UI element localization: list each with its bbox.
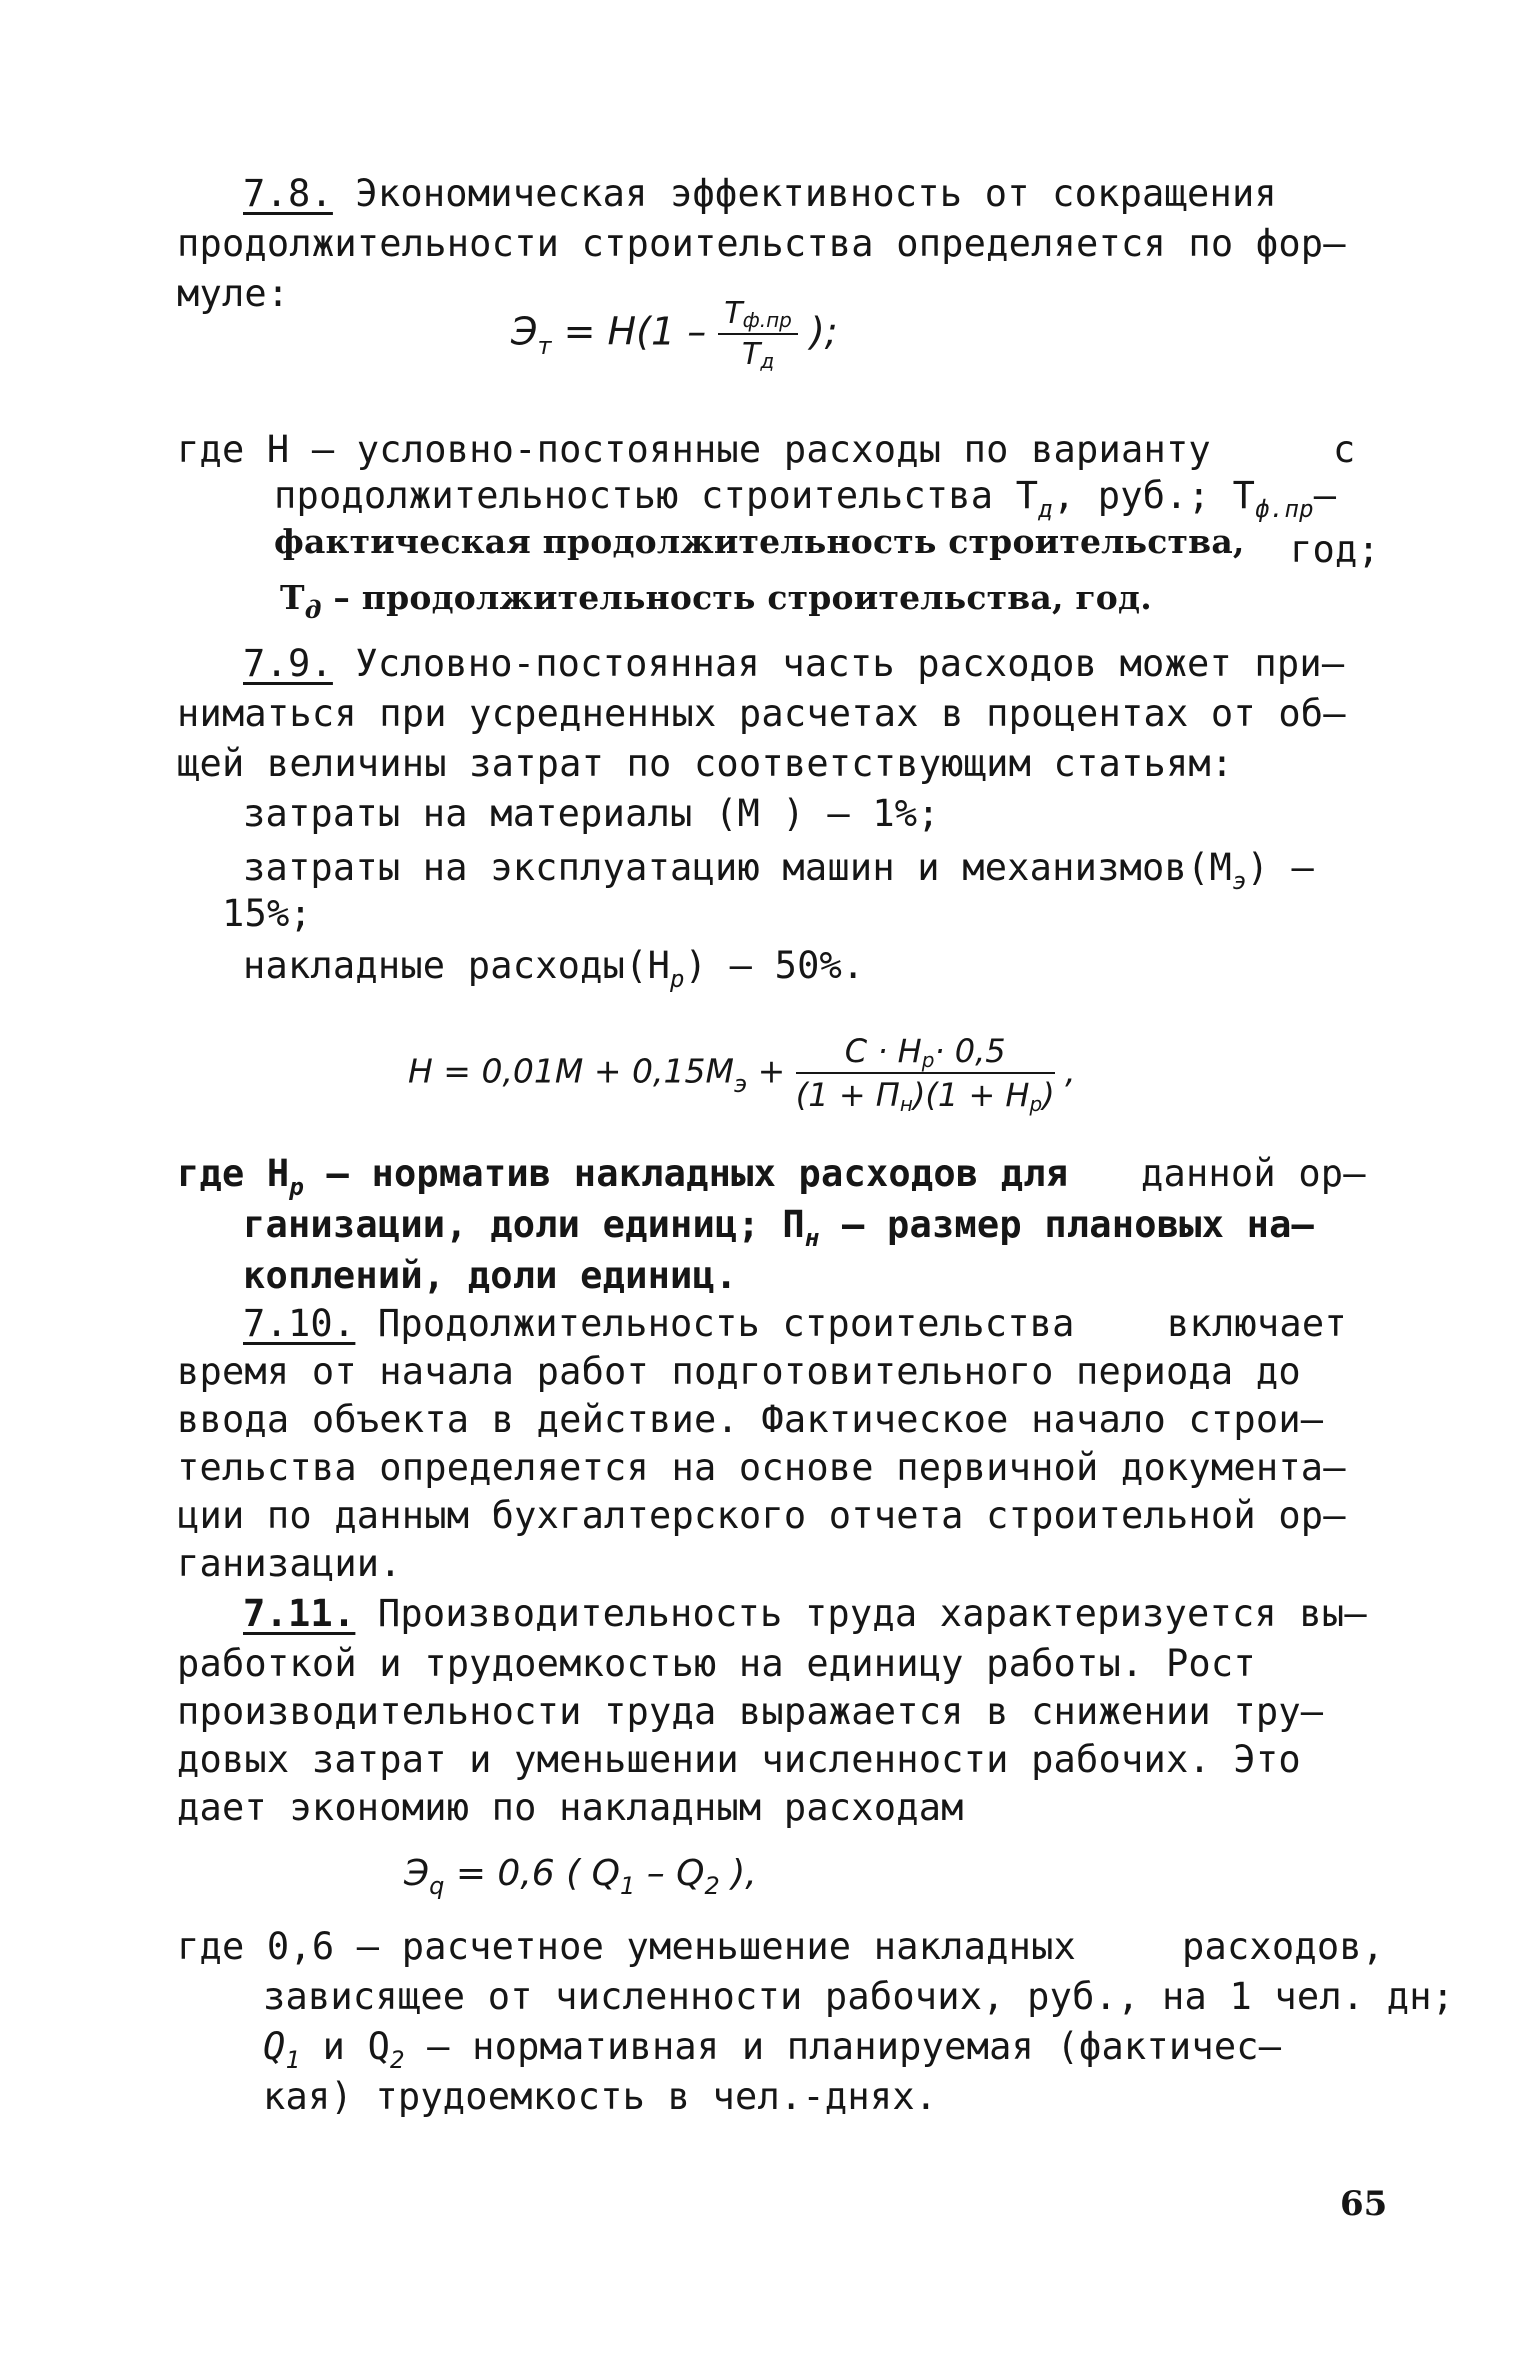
s710-line-1-right: включает [1167,1302,1347,1345]
s79-item-3-tail: ) – 50%. [684,944,865,987]
s79-where-2a-sub: н [804,1224,820,1252]
s78-where-4a-sub: д [304,595,322,624]
s711-formula-q1-sub: 1 [619,1872,636,1900]
s79-frac-den-sub: н [899,1092,913,1116]
s79-item-1: затраты на материалы (М ) – 1%; [243,792,940,835]
s711-formula-lhs-sub: q [429,1872,445,1900]
s78-where-2c: – [1313,474,1337,517]
s710-line-5: ции по данным бухгалтерского отчета строительной ор– [177,1494,1346,1537]
s79-number: 7.9. [243,642,333,685]
s79-item-2b: 15%; [222,892,312,935]
s78-where-4 [280,576,1152,623]
s79-line-1 [243,642,1344,686]
s78-where-2b-sub: ф.пр [1255,495,1314,523]
s79-item-3a: накладные расходы(Н [243,944,671,987]
s79-item-3-sub: р [670,965,685,993]
s79-line-2: ниматься при усредненных расчетах в процентах от об– [177,692,1346,735]
s79-item-3 [243,944,865,992]
s79-formula-plus: + [747,1051,786,1091]
s78-where-4a: Т [280,578,305,617]
s78-where-3-right: год; [1290,528,1380,571]
s79-where-1-right: данной ор– [1141,1152,1366,1195]
s711-formula-q2-sub: 2 [704,1872,720,1900]
s79-formula-lhs: Н = 0,01М + 0,15М [408,1051,734,1091]
s710-line-3: ввода объекта в действие. Фактическое начало строи– [177,1398,1324,1441]
s79-frac-num-sub: р [921,1048,935,1072]
s711-line-2: работкой и трудоемкостью на единицу работы. Рост [177,1642,1256,1685]
s79-text-1: Условно-постоянная часть расходов может при– [355,642,1345,685]
s78-line-1 [243,172,1277,216]
s710-text-1: Продолжительность строительства [377,1302,1075,1345]
s79-formula-fraction [796,1032,1055,1114]
s79-where-1a-sub: р [289,1173,305,1201]
s78-where-3 [274,520,1245,564]
s79-where-1a: где Н [177,1152,290,1195]
page-number: 65 [1340,2184,1388,2224]
s78-formula-fraction [718,296,798,372]
s79-where-1 [177,1152,1068,1200]
s710-line-6: ганизации. [177,1542,402,1585]
s711-number: 7.11. [243,1592,356,1635]
s79-where-3: коплений, доли единиц. [243,1254,738,1297]
s711-formula [404,1853,757,1900]
s78-where-3a: фактическая продолжительность строительства, [274,522,1245,561]
s711-where-1 [177,1925,1076,1969]
s78-text-1: Экономическая эффективность от сокращения [355,172,1277,215]
s79-formula [408,1032,1076,1114]
s711-where-3b-sub: 2 [390,2046,405,2074]
s711-formula-mid: = 0,6 ( Q [455,1853,620,1894]
s711-text-1: Производительность труда характеризуется вы– [377,1592,1367,1635]
s711-formula-tail: ), [719,1853,757,1894]
s78-formula [511,296,838,372]
s78-frac-num: Т [724,296,743,331]
s711-where-4: кая) трудоемкость в чел.-днях. [263,2075,938,2118]
s711-where-1-right: расходов, [1182,1925,1385,1968]
s711-formula-lhs: Э [404,1853,430,1894]
s711-where-3b: и Q [300,2025,391,2068]
s78-formula-lhs: Э [511,309,538,354]
s711-line-5: дает экономию по накладным расходам [177,1786,964,1829]
s79-item-2-sub: э [1231,867,1247,895]
s711-where-3 [263,2025,1281,2073]
s79-where-2 [243,1203,1314,1251]
s79-item-2a: затраты на эксплуатацию машин и механизмов(М [243,846,1232,889]
s711-where-3c: – нормативная и планируемая (фактичес– [404,2025,1282,2068]
s711-where-3a-sub: 1 [285,2046,301,2074]
s78-formula-lhs-sub: т [537,331,552,360]
s78-where-1-right: с [1333,428,1356,471]
s78-where-2b: , руб.; Т [1052,474,1256,517]
s78-where-2a-sub: д [1038,495,1053,523]
s79-frac-den-sub2: р [1029,1092,1043,1116]
s711-formula-minus: – Q [635,1853,705,1894]
s79-where-2a: ганизации, доли единиц; П [243,1203,805,1246]
s78-frac-den: Т [742,337,761,372]
s79-frac-den-mid: )(1 + Н [912,1076,1030,1114]
s78-where-1 [177,428,1211,472]
s78-frac-num-sub: ф.пр [742,308,792,332]
s79-frac-den-tail: ) [1042,1076,1055,1114]
s79-frac-num-tail: · 0,5 [934,1032,1006,1070]
s79-line-3: щей величины затрат по соответствующим статьям: [177,742,1234,785]
s711-line-4: довых затрат и уменьшении численности рабочих. Это [177,1738,1301,1781]
s78-where-2a: продолжительностью строительства Т [274,474,1039,517]
s711-line-1 [243,1592,1367,1636]
s78-line-3: муле: [177,272,290,315]
s711-where-1a: где 0,6 – расчетное уменьшение накладных [177,1925,1077,1968]
s78-where-2 [274,474,1336,522]
s79-frac-num: С · Н [844,1032,922,1070]
s78-number: 7.8. [243,172,333,215]
s79-formula-lhs-sub: э [733,1069,748,1098]
s79-item-2-tail: ) – [1246,846,1315,889]
s78-formula-mid: = Н(1 – [563,309,707,354]
s79-frac-den: (1 + П [795,1076,900,1114]
s79-formula-tail: , [1065,1051,1076,1091]
s711-where-2: зависящее от численности рабочих, руб., на 1 чел. дн; [263,1975,1455,2018]
s710-line-1 [243,1302,1075,1346]
s79-where-2b: – размер плановых на– [819,1203,1315,1246]
s710-line-2: время от начала работ подготовительного периода до [177,1350,1301,1393]
s79-where-1b: – норматив накладных расходов для [304,1152,1069,1195]
s711-where-3a: Q [263,2025,286,2068]
s711-line-3: производительности труда выражается в снижении тру– [177,1690,1324,1733]
s78-frac-den-sub: д [760,349,775,373]
s78-where-1a: где Н – условно-постоянные расходы по варианту [177,428,1211,471]
s78-where-4b: – продолжительность строительства, год. [321,578,1152,617]
s710-line-4: тельства определяется на основе первичной документа– [177,1446,1346,1489]
s79-item-2 [243,846,1314,894]
s710-number: 7.10. [243,1302,356,1345]
s78-line-2: продолжительности строительства определяется по фор– [177,222,1346,265]
s78-formula-tail: ); [809,309,838,354]
